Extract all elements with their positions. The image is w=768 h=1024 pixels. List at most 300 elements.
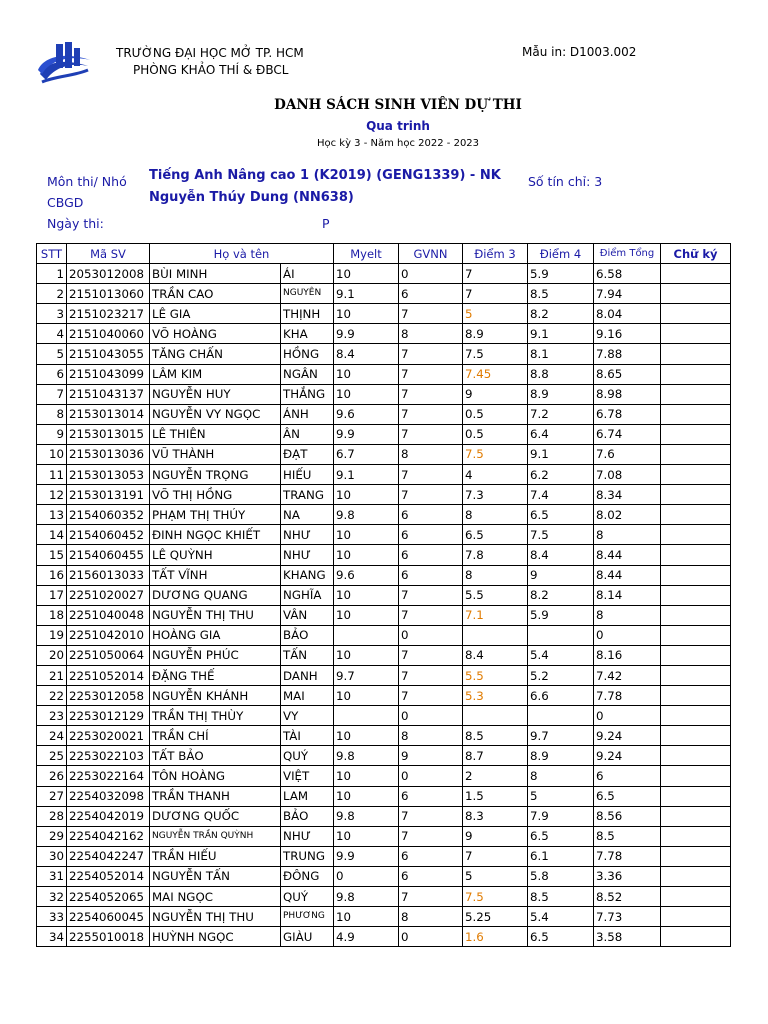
row-family-name: TĂNG CHẤN	[150, 344, 281, 364]
row-score3: 8.7	[463, 746, 528, 766]
row-signature[interactable]	[661, 726, 731, 746]
row-score3: 0.5	[463, 404, 528, 424]
table-row	[37, 565, 731, 585]
row-score4: 5	[528, 786, 594, 806]
row-myelt	[334, 625, 399, 645]
row-score3: 8	[463, 565, 528, 585]
row-signature[interactable]	[661, 364, 731, 384]
row-signature[interactable]	[661, 264, 731, 284]
row-gvnn: 6	[399, 505, 463, 525]
row-family-name: MAI NGỌC	[150, 887, 281, 907]
row-signature[interactable]	[661, 927, 731, 947]
row-myelt: 9.9	[334, 424, 399, 444]
row-signature[interactable]	[661, 665, 731, 685]
row-given-name: ÁNH	[281, 404, 334, 424]
row-family-name: TRẦN THANH	[150, 786, 281, 806]
row-family-name: VÕ THỊ HỒNG	[150, 485, 281, 505]
row-score3: 7.45	[463, 364, 528, 384]
row-gvnn: 6	[399, 866, 463, 886]
row-family-name: LÊ QUỲNH	[150, 545, 281, 565]
row-score4: 6.6	[528, 686, 594, 706]
subject-label: Môn thi/ Nhó	[47, 174, 127, 189]
row-family-name: NGUYỄN KHÁNH	[150, 686, 281, 706]
row-myelt: 8.4	[334, 344, 399, 364]
row-total: 8.02	[594, 505, 661, 525]
row-student-id: 2251050064	[67, 645, 150, 665]
row-gvnn: 7	[399, 344, 463, 364]
row-signature[interactable]	[661, 706, 731, 726]
exam-room-value: P	[322, 216, 330, 231]
row-given-name: BẢO	[281, 806, 334, 826]
row-gvnn: 0	[399, 766, 463, 786]
row-score4: 8.9	[528, 746, 594, 766]
row-stt: 34	[37, 927, 67, 947]
table-row	[37, 485, 731, 505]
row-family-name: TÔN HOÀNG	[150, 766, 281, 786]
row-given-name: KHA	[281, 324, 334, 344]
table-row	[37, 304, 731, 324]
row-signature[interactable]	[661, 505, 731, 525]
row-family-name: VŨ THÀNH	[150, 444, 281, 464]
table-row	[37, 605, 731, 625]
row-given-name: BẢO	[281, 625, 334, 645]
row-given-name: THỊNH	[281, 304, 334, 324]
row-given-name: TRANG	[281, 485, 334, 505]
row-gvnn: 0	[399, 625, 463, 645]
row-total: 8.44	[594, 545, 661, 565]
row-given-name: VY	[281, 706, 334, 726]
row-given-name-text: NGUYÊN	[283, 288, 322, 299]
table-row	[37, 726, 731, 746]
university-logo	[36, 40, 92, 86]
row-total: 7.42	[594, 665, 661, 685]
row-given-name-text: PHƯƠNG	[283, 911, 325, 922]
row-family-name: BÙI MINH	[150, 264, 281, 284]
row-gvnn: 8	[399, 726, 463, 746]
table-row	[37, 424, 731, 444]
row-given-name: ÂN	[281, 424, 334, 444]
row-score4: 8	[528, 766, 594, 786]
row-total: 8.14	[594, 585, 661, 605]
row-family-name	[150, 826, 281, 846]
row-family-name: TẤT VĨNH	[150, 565, 281, 585]
row-gvnn: 7	[399, 665, 463, 685]
table-row	[37, 887, 731, 907]
row-student-id: 2251040048	[67, 605, 150, 625]
row-myelt: 9.7	[334, 665, 399, 685]
row-family-name: NGUYỄN THỊ THU	[150, 605, 281, 625]
table-row	[37, 806, 731, 826]
row-score4: 5.4	[528, 645, 594, 665]
row-total: 7.88	[594, 344, 661, 364]
row-stt: 12	[37, 485, 67, 505]
row-family-name: TRẦN CAO	[150, 284, 281, 304]
row-student-id: 2153013014	[67, 404, 150, 424]
header-student-id: Mã SV	[67, 244, 150, 264]
row-family-name: NGUYỄN HUY	[150, 384, 281, 404]
row-gvnn: 7	[399, 404, 463, 424]
row-student-id: 2254042162	[67, 826, 150, 846]
row-total: 6.5	[594, 786, 661, 806]
row-gvnn: 9	[399, 746, 463, 766]
row-student-id: 2253012058	[67, 686, 150, 706]
row-signature[interactable]	[661, 786, 731, 806]
row-given-name: KHANG	[281, 565, 334, 585]
row-signature[interactable]	[661, 746, 731, 766]
row-myelt: 9.1	[334, 465, 399, 485]
row-total: 8.65	[594, 364, 661, 384]
row-score4: 9	[528, 565, 594, 585]
row-family-name-text: NGUYỄN TRẦN QUỲNH	[152, 830, 254, 841]
row-stt: 5	[37, 344, 67, 364]
row-score3	[463, 625, 528, 645]
row-score4: 8.1	[528, 344, 594, 364]
table-row	[37, 645, 731, 665]
row-gvnn: 7	[399, 585, 463, 605]
row-stt: 14	[37, 525, 67, 545]
row-signature[interactable]	[661, 806, 731, 826]
row-myelt: 9.8	[334, 505, 399, 525]
table-row	[37, 344, 731, 364]
row-gvnn: 7	[399, 686, 463, 706]
row-score3: 8.5	[463, 726, 528, 746]
row-given-name: MAI	[281, 686, 334, 706]
row-stt: 10	[37, 444, 67, 464]
row-student-id: 2151043099	[67, 364, 150, 384]
row-total: 9.24	[594, 746, 661, 766]
row-myelt: 10	[334, 585, 399, 605]
row-myelt: 10	[334, 786, 399, 806]
row-myelt: 9.6	[334, 404, 399, 424]
row-gvnn: 7	[399, 304, 463, 324]
row-total: 3.36	[594, 866, 661, 886]
row-given-name: HIẾU	[281, 465, 334, 485]
row-score3: 8	[463, 505, 528, 525]
row-total: 0	[594, 625, 661, 645]
row-score4: 6.5	[528, 826, 594, 846]
row-gvnn: 7	[399, 887, 463, 907]
row-stt: 11	[37, 465, 67, 485]
row-score4: 9.1	[528, 324, 594, 344]
row-score4	[528, 625, 594, 645]
table-row	[37, 625, 731, 645]
row-family-name: TRẦN THỊ THÙY	[150, 706, 281, 726]
row-myelt: 9.8	[334, 806, 399, 826]
row-stt: 3	[37, 304, 67, 324]
row-myelt: 4.9	[334, 927, 399, 947]
row-total: 8	[594, 605, 661, 625]
row-stt: 9	[37, 424, 67, 444]
row-signature[interactable]	[661, 444, 731, 464]
row-given-name: NGÂN	[281, 364, 334, 384]
row-myelt: 10	[334, 826, 399, 846]
header-signature: Chữ ký	[661, 244, 731, 264]
row-given-name: HỒNG	[281, 344, 334, 364]
header-gvnn: GVNN	[399, 244, 463, 264]
row-total: 8.56	[594, 806, 661, 826]
school-name: TRƯỜNG ĐẠI HỌC MỞ TP. HCM	[116, 46, 304, 60]
row-total: 9.16	[594, 324, 661, 344]
header-stt: STT	[37, 244, 67, 264]
row-score4: 8.9	[528, 384, 594, 404]
row-family-name: DƯƠNG QUANG	[150, 585, 281, 605]
table-header-row	[37, 244, 731, 264]
row-score3: 5.5	[463, 665, 528, 685]
row-stt: 2	[37, 284, 67, 304]
row-myelt: 10	[334, 645, 399, 665]
row-signature[interactable]	[661, 826, 731, 846]
row-myelt: 10	[334, 264, 399, 284]
instructor-label: CBGD	[47, 195, 84, 210]
row-family-name: PHẠM THỊ THÚY	[150, 505, 281, 525]
row-gvnn: 8	[399, 907, 463, 927]
row-family-name: ĐINH NGỌC KHIẾT	[150, 525, 281, 545]
row-score3: 8.4	[463, 645, 528, 665]
credits-label: Số tín chỉ: 3	[528, 174, 603, 189]
row-given-name: ÁI	[281, 264, 334, 284]
row-total: 8.44	[594, 565, 661, 585]
row-given-name: LAM	[281, 786, 334, 806]
row-signature[interactable]	[661, 424, 731, 444]
row-total: 6.78	[594, 404, 661, 424]
row-total: 7.73	[594, 907, 661, 927]
row-score4: 8.4	[528, 545, 594, 565]
row-signature[interactable]	[661, 284, 731, 304]
department-name: PHÒNG KHẢO THÍ & ĐBCL	[133, 63, 289, 77]
row-score4: 5.4	[528, 907, 594, 927]
row-signature[interactable]	[661, 324, 731, 344]
row-signature[interactable]	[661, 645, 731, 665]
table-row	[37, 264, 731, 284]
row-gvnn: 7	[399, 826, 463, 846]
row-gvnn: 6	[399, 786, 463, 806]
header-myelt: Myelt	[334, 244, 399, 264]
row-myelt: 9.8	[334, 746, 399, 766]
row-score3: 7	[463, 846, 528, 866]
row-signature[interactable]	[661, 887, 731, 907]
table-row	[37, 686, 731, 706]
row-score4: 6.1	[528, 846, 594, 866]
row-gvnn: 0	[399, 927, 463, 947]
row-total: 6.58	[594, 264, 661, 284]
row-score3: 7.8	[463, 545, 528, 565]
row-total: 7.78	[594, 686, 661, 706]
row-gvnn: 8	[399, 444, 463, 464]
row-student-id: 2151040060	[67, 324, 150, 344]
row-score3: 8.9	[463, 324, 528, 344]
row-student-id: 2253012129	[67, 706, 150, 726]
row-stt: 27	[37, 786, 67, 806]
row-total: 8	[594, 525, 661, 545]
row-signature[interactable]	[661, 485, 731, 505]
row-signature[interactable]	[661, 565, 731, 585]
row-total: 8.16	[594, 645, 661, 665]
row-student-id: 2251052014	[67, 665, 150, 685]
student-roster-table	[36, 243, 731, 947]
row-family-name: DƯƠNG QUỐC	[150, 806, 281, 826]
row-score4: 8.5	[528, 284, 594, 304]
row-signature[interactable]	[661, 545, 731, 565]
row-given-name: ĐÔNG	[281, 866, 334, 886]
table-row	[37, 525, 731, 545]
row-myelt: 10	[334, 726, 399, 746]
table-row	[37, 444, 731, 464]
row-gvnn: 7	[399, 384, 463, 404]
row-total: 6	[594, 766, 661, 786]
table-row	[37, 364, 731, 384]
row-score3: 7.5	[463, 887, 528, 907]
row-signature[interactable]	[661, 384, 731, 404]
row-total: 3.58	[594, 927, 661, 947]
row-total: 7.94	[594, 284, 661, 304]
row-score3: 5	[463, 866, 528, 886]
row-student-id: 2154060452	[67, 525, 150, 545]
row-student-id: 2251042010	[67, 625, 150, 645]
row-myelt: 10	[334, 605, 399, 625]
row-myelt: 10	[334, 686, 399, 706]
row-given-name: GIÀU	[281, 927, 334, 947]
row-score4: 9.7	[528, 726, 594, 746]
row-myelt	[334, 706, 399, 726]
row-gvnn: 7	[399, 485, 463, 505]
row-student-id: 2153013053	[67, 465, 150, 485]
row-signature[interactable]	[661, 866, 731, 886]
row-given-name: THẮNG	[281, 384, 334, 404]
row-signature[interactable]	[661, 344, 731, 364]
row-signature[interactable]	[661, 907, 731, 927]
table-row	[37, 866, 731, 886]
row-student-id: 2254052014	[67, 866, 150, 886]
row-family-name: HOÀNG GIA	[150, 625, 281, 645]
row-signature[interactable]	[661, 465, 731, 485]
row-student-id: 2153013036	[67, 444, 150, 464]
row-gvnn: 0	[399, 264, 463, 284]
row-stt: 21	[37, 665, 67, 685]
row-score3: 0.5	[463, 424, 528, 444]
row-total: 7.08	[594, 465, 661, 485]
row-family-name: TRẦN HIẾU	[150, 846, 281, 866]
row-score3: 4	[463, 465, 528, 485]
row-stt: 33	[37, 907, 67, 927]
row-student-id: 2153013191	[67, 485, 150, 505]
row-signature[interactable]	[661, 605, 731, 625]
row-signature[interactable]	[661, 625, 731, 645]
row-score4: 7.2	[528, 404, 594, 424]
row-score4: 9.1	[528, 444, 594, 464]
row-myelt: 10	[334, 545, 399, 565]
row-score4: 7.5	[528, 525, 594, 545]
row-myelt: 9.9	[334, 324, 399, 344]
row-score4: 5.2	[528, 665, 594, 685]
row-stt: 8	[37, 404, 67, 424]
row-stt: 4	[37, 324, 67, 344]
row-given-name: VÂN	[281, 605, 334, 625]
row-myelt: 9.9	[334, 846, 399, 866]
row-given-name: NHƯ	[281, 826, 334, 846]
row-score3: 1.5	[463, 786, 528, 806]
course-info	[149, 165, 519, 209]
row-score4: 8.2	[528, 304, 594, 324]
row-student-id: 2156013033	[67, 565, 150, 585]
table-row	[37, 404, 731, 424]
row-stt: 20	[37, 645, 67, 665]
row-gvnn: 0	[399, 706, 463, 726]
row-signature[interactable]	[661, 404, 731, 424]
row-stt: 13	[37, 505, 67, 525]
row-given-name: NHƯ	[281, 545, 334, 565]
row-given-name: TẤN	[281, 645, 334, 665]
exam-date-label: Ngày thi:	[47, 216, 104, 231]
table-row	[37, 384, 731, 404]
row-score3: 5	[463, 304, 528, 324]
row-given-name: QUÝ	[281, 746, 334, 766]
row-given-name: VIỆT	[281, 766, 334, 786]
row-score3: 7.1	[463, 605, 528, 625]
row-stt: 24	[37, 726, 67, 746]
row-given-name: ĐẠT	[281, 444, 334, 464]
row-student-id: 2254052065	[67, 887, 150, 907]
row-stt: 6	[37, 364, 67, 384]
row-myelt: 10	[334, 907, 399, 927]
row-total: 7.78	[594, 846, 661, 866]
row-myelt: 10	[334, 384, 399, 404]
row-student-id: 2153013015	[67, 424, 150, 444]
row-score3: 7.5	[463, 444, 528, 464]
row-signature[interactable]	[661, 585, 731, 605]
row-stt: 32	[37, 887, 67, 907]
row-student-id: 2254042019	[67, 806, 150, 826]
form-number: Mẫu in: D1003.002	[522, 45, 637, 59]
row-signature[interactable]	[661, 525, 731, 545]
row-signature[interactable]	[661, 304, 731, 324]
table-row	[37, 826, 731, 846]
header-score4: Điểm 4	[528, 244, 594, 264]
row-score4: 7.4	[528, 485, 594, 505]
table-row	[37, 505, 731, 525]
row-score4: 5.9	[528, 605, 594, 625]
row-given-name: DANH	[281, 665, 334, 685]
row-score4: 8.2	[528, 585, 594, 605]
row-stt: 22	[37, 686, 67, 706]
row-student-id: 2253020021	[67, 726, 150, 746]
row-score4: 5.8	[528, 866, 594, 886]
row-stt: 1	[37, 264, 67, 284]
row-family-name: ĐẶNG THẾ	[150, 665, 281, 685]
row-student-id: 2254042247	[67, 846, 150, 866]
row-signature[interactable]	[661, 846, 731, 866]
row-score4: 6.5	[528, 927, 594, 947]
row-stt: 19	[37, 625, 67, 645]
row-student-id: 2154060352	[67, 505, 150, 525]
row-family-name: LÊ GIA	[150, 304, 281, 324]
row-myelt: 0	[334, 866, 399, 886]
row-signature[interactable]	[661, 686, 731, 706]
row-student-id: 2151013060	[67, 284, 150, 304]
row-total: 8.04	[594, 304, 661, 324]
row-student-id: 2253022164	[67, 766, 150, 786]
table-body	[37, 264, 731, 947]
row-total: 6.74	[594, 424, 661, 444]
row-stt: 17	[37, 585, 67, 605]
row-stt: 23	[37, 706, 67, 726]
row-myelt: 9.8	[334, 887, 399, 907]
row-myelt: 9.1	[334, 284, 399, 304]
row-family-name: HUỲNH NGỌC	[150, 927, 281, 947]
row-signature[interactable]	[661, 766, 731, 786]
row-given-name: NHƯ	[281, 525, 334, 545]
row-score4: 6.4	[528, 424, 594, 444]
row-gvnn: 7	[399, 424, 463, 444]
